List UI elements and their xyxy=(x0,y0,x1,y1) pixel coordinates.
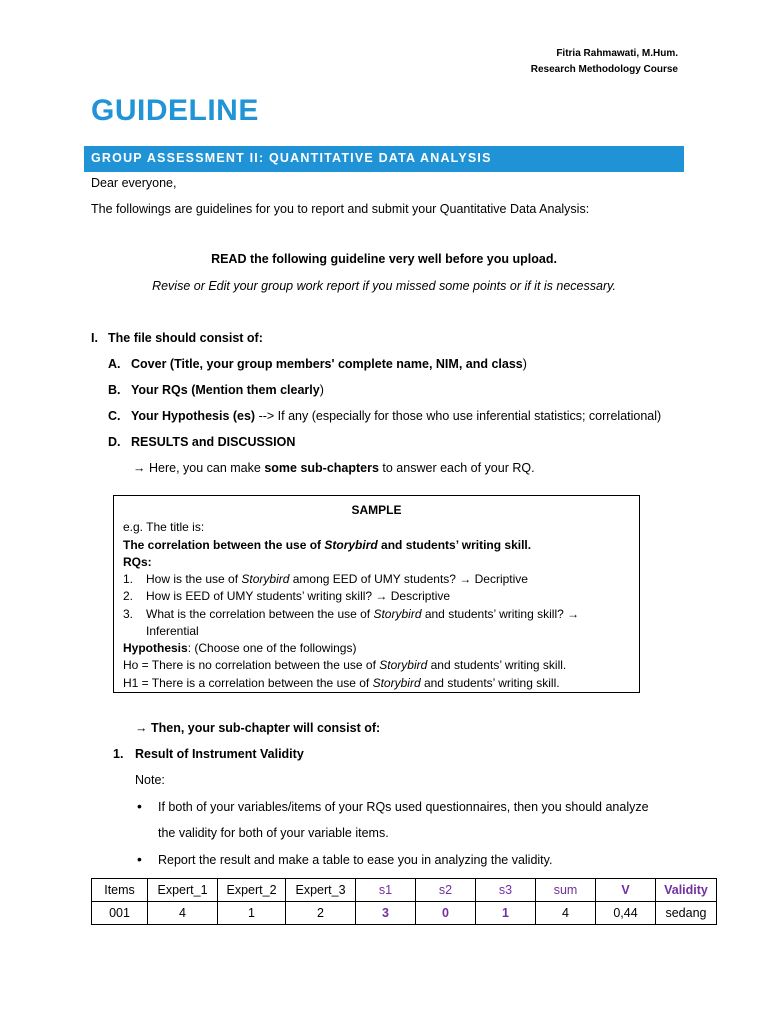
bullet-1-marker: • xyxy=(137,798,142,814)
item-d-bold: RESULTS and DISCUSSION xyxy=(131,435,296,449)
table-cell: 3 xyxy=(356,902,416,925)
item-b-rest: ) xyxy=(319,383,324,397)
table-cell: 1 xyxy=(218,902,286,925)
header-cell: Expert_1 xyxy=(148,879,218,902)
rq3 xyxy=(146,607,579,621)
table-cell: 1 xyxy=(476,902,536,925)
validity-table xyxy=(91,878,717,925)
section1-marker: I. xyxy=(91,331,98,345)
rq3-continued: Inferential xyxy=(146,624,199,638)
table-header-row xyxy=(92,879,717,902)
author-block xyxy=(531,46,678,77)
item-a xyxy=(131,357,527,371)
table-row xyxy=(92,902,717,925)
rq2-number: 2. xyxy=(123,589,134,603)
rqs-label: RQs: xyxy=(123,555,152,569)
table-cell: 0 xyxy=(416,902,476,925)
bullet-2-line: Report the result and make a table to ease you in analyzing the validity. xyxy=(158,853,553,867)
item-a-bold: Cover (Title, your group members' complete name, NIM, and class xyxy=(131,357,523,371)
subchapter-note xyxy=(133,461,535,475)
rq3-post: and students’ writing skill? → xyxy=(421,607,580,621)
h1-line xyxy=(123,676,560,690)
table-cell: 0,44 xyxy=(596,902,656,925)
rq1-pre: How is the use of xyxy=(146,572,242,586)
rq1-post: among EED of UMY students? → Decriptive xyxy=(289,572,528,586)
header-cell: sum xyxy=(536,879,596,902)
subchapter-bold: some sub-chapters xyxy=(264,461,379,475)
h1-italic: Storybird xyxy=(372,676,421,690)
rq3-italic: Storybird xyxy=(373,607,422,621)
section1-title: The file should consist of: xyxy=(108,331,263,345)
h0-pre: Ho = There is no correlation between the use of xyxy=(123,658,380,672)
h0-italic: Storybird xyxy=(379,658,428,672)
section-banner: GROUP ASSESSMENT II: QUANTITATIVE DATA ANALYSIS xyxy=(84,146,684,172)
greeting: Dear everyone, xyxy=(91,176,177,190)
header-cell: V xyxy=(596,879,656,902)
sample-title xyxy=(123,538,531,552)
h0-post: and students’ writing skill. xyxy=(427,658,567,672)
course-name: Research Methodology Course xyxy=(530,63,678,75)
note-label: Note: xyxy=(135,773,165,787)
revise-notice: Revise or Edit your group work report if you missed some points or if it is necessary. xyxy=(152,279,616,293)
sample-title-post: and students’ writing skill. xyxy=(377,538,532,552)
header-cell: Expert_2 xyxy=(218,879,286,902)
h1-post: and students’ writing skill. xyxy=(420,676,560,690)
subchapter-post: to answer each of your RQ. xyxy=(378,461,535,475)
header-cell: Items xyxy=(92,879,148,902)
header-cell: Validity xyxy=(656,879,717,902)
then-line: → Then, your sub-chapter will consist of: xyxy=(135,721,381,735)
hypothesis-line xyxy=(123,641,356,655)
table-cell: 4 xyxy=(536,902,596,925)
bullet-2-marker: • xyxy=(137,851,142,867)
sample-title-italic: Storybird xyxy=(324,538,378,552)
rq2: How is EED of UMY students’ writing skill? → Descriptive xyxy=(146,589,451,603)
item-a-marker: A. xyxy=(108,357,121,371)
table-cell: sedang xyxy=(656,902,717,925)
sample-eg: e.g. The title is: xyxy=(123,520,205,534)
rq1 xyxy=(146,572,528,586)
header-cell: s3 xyxy=(476,879,536,902)
item-b xyxy=(131,383,324,397)
h1-pre: H1 = There is a correlation between the use of xyxy=(123,676,373,690)
hypothesis-label: Hypothesis xyxy=(123,641,188,655)
h0-line xyxy=(123,658,566,672)
result1-number: 1. xyxy=(113,747,124,761)
item-c-bold: Your Hypothesis (es) xyxy=(131,409,256,423)
table-cell: 001 xyxy=(92,902,148,925)
item-b-marker: B. xyxy=(108,383,121,397)
rq3-pre: What is the correlation between the use of xyxy=(146,607,374,621)
hypothesis-rest: : (Choose one of the followings) xyxy=(187,641,357,655)
sample-heading: SAMPLE xyxy=(351,503,402,517)
result1-title: Result of Instrument Validity xyxy=(135,747,304,761)
rq1-italic: Storybird xyxy=(241,572,290,586)
item-c-marker: C. xyxy=(108,409,121,423)
author-name: Fitria Rahmawati, M.Hum. xyxy=(556,48,678,59)
bullet-1-line-1: If both of your variables/items of your RQs used questionnaires, then you should analyze xyxy=(158,800,649,814)
read-notice: READ the following guideline very well before you upload. xyxy=(211,252,557,266)
intro-line: The followings are guidelines for you to report and submit your Quantitative Data Analysis: xyxy=(91,202,590,216)
item-d xyxy=(131,435,295,449)
item-c-rest: --> If any (especially for those who use inferential statistics; correlational) xyxy=(255,409,662,423)
sample-title-pre: The correlation between the use of xyxy=(123,538,325,552)
item-b-bold: Your RQs (Mention them clearly xyxy=(131,383,320,397)
item-c xyxy=(131,409,661,423)
item-a-rest: ) xyxy=(522,357,527,371)
header-cell: s1 xyxy=(356,879,416,902)
page-title: GUIDELINE xyxy=(91,94,259,127)
header-cell: Expert_3 xyxy=(286,879,356,902)
subchapter-pre: → Here, you can make xyxy=(133,461,265,475)
rq3-number: 3. xyxy=(123,607,134,621)
bullet-1-line-2: the validity for both of your variable items. xyxy=(158,826,389,840)
header-cell: s2 xyxy=(416,879,476,902)
table-cell: 2 xyxy=(286,902,356,925)
item-d-marker: D. xyxy=(108,435,121,449)
rq1-number: 1. xyxy=(123,572,134,586)
table-cell: 4 xyxy=(148,902,218,925)
